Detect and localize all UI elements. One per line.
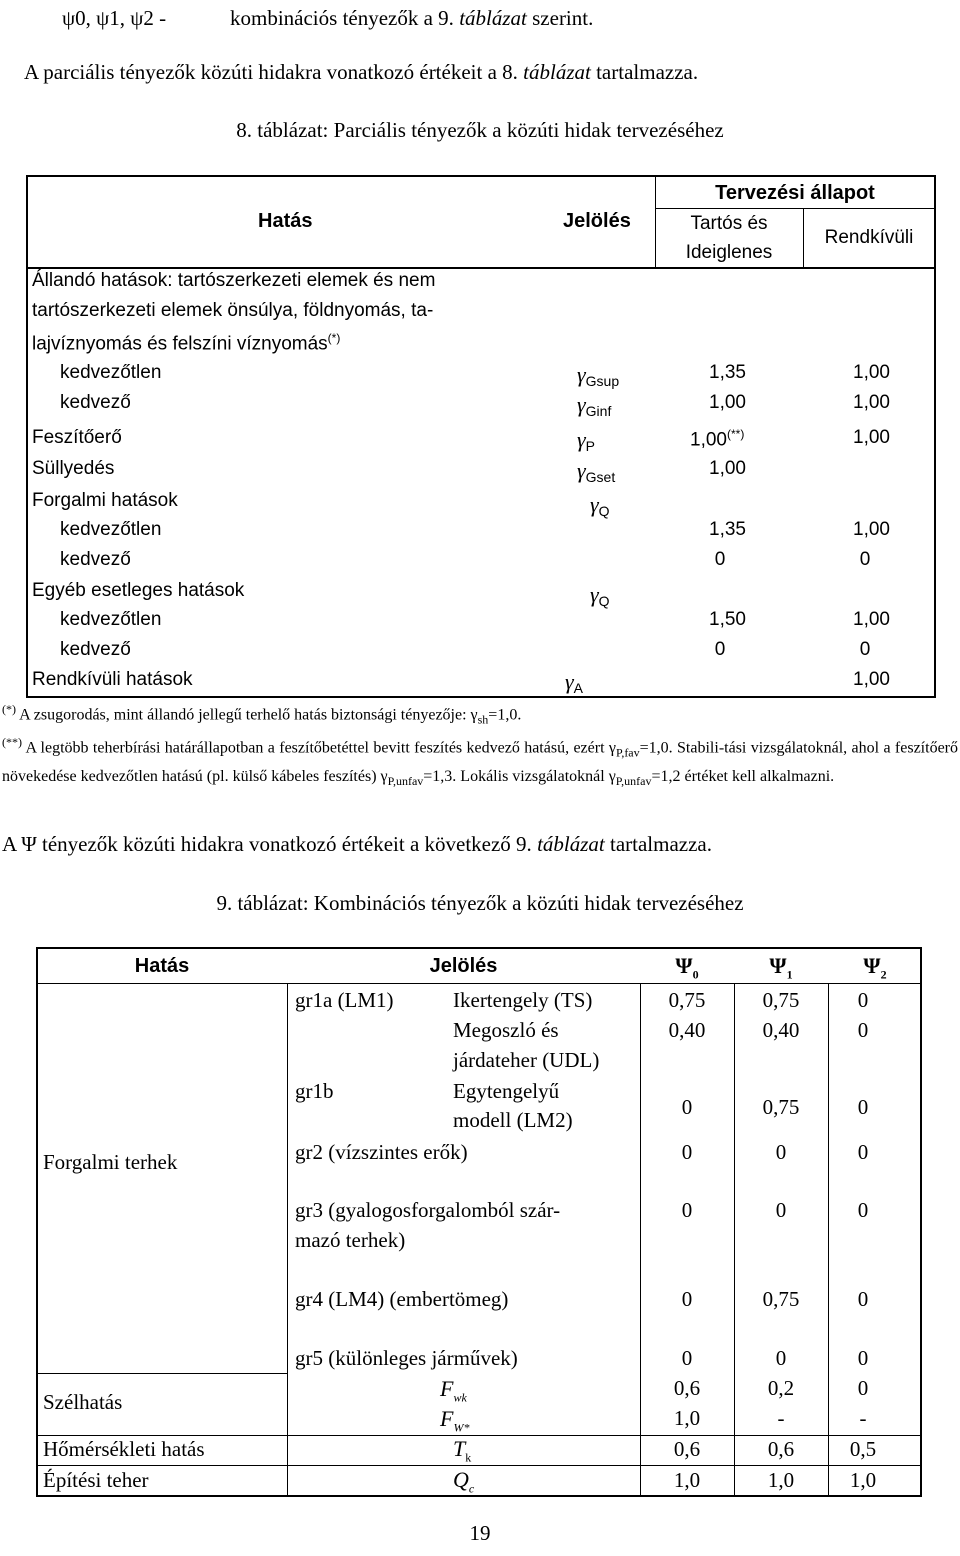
gr5-p1: 0 (775, 1346, 787, 1370)
table9-header-psi2-sym: Ψ (863, 953, 881, 978)
allando-sym2 (577, 392, 611, 419)
gr2-p2: 0 (857, 1140, 869, 1164)
epitesi-s (453, 1467, 474, 1496)
footnote-2-a: A legtöbb teherbírási határállapotban a feszítőbetéttel bevitt feszítés kedvező hatású, ezért γ (22, 739, 616, 757)
footnote-1-end: =1,0. (488, 706, 522, 724)
homer-label: Hőmérsékleti hatás (43, 1437, 205, 1461)
szel-s1-p1: 0,2 (767, 1376, 795, 1400)
egyeb-v2r: 0 (859, 639, 871, 660)
egyeb-sym-sub: Q (598, 593, 610, 610)
homer-s-sym: T (453, 1436, 466, 1461)
table9-header-psi1-sym: Ψ (769, 953, 787, 978)
gr4-p2: 0 (857, 1287, 869, 1311)
gr2-p0: 0 (681, 1140, 693, 1164)
intro-line2-before: A parciális tényezők közúti hidakra vonatkozó értékeit a 8. (24, 60, 524, 84)
table9-header-psi1-sub: 1 (786, 967, 793, 982)
allando-v2r: 1,00 (853, 392, 890, 413)
gr1b-p2: 0 (857, 1095, 869, 1119)
gr5-p0: 0 (681, 1346, 693, 1370)
szel-s2-sym: F (440, 1406, 454, 1431)
table9-header-psi2-sub: 2 (880, 967, 887, 982)
egyeb-sym-gamma: γ (590, 582, 599, 607)
allando-v1: 1,35 (709, 362, 746, 383)
szel-s1-p0: 0,6 (673, 1376, 701, 1400)
gr4-code: gr4 (LM4) (embertömeg) (295, 1287, 509, 1311)
table8-caption: 8. táblázat: Parciális tényezők a közúti hidak tervezéséhez (236, 118, 724, 142)
allando-sym2-sub: Ginf (585, 403, 612, 420)
gr3-p2: 0 (857, 1198, 869, 1222)
table9-divider-epitesi (37, 1465, 921, 1466)
forgalmi-v1: 1,35 (709, 519, 746, 540)
gr3-code2: mazó terhek) (295, 1228, 406, 1252)
footnote-1-sub: sh (477, 712, 489, 727)
footnote-1-mark: (*) (2, 702, 16, 716)
allando-kedvezotlen: kedvezőtlen (60, 362, 162, 383)
allando-sym1-gamma: γ (577, 362, 586, 387)
udl-p1: 0,40 (762, 1018, 800, 1042)
feszito-sym-sub: P (585, 438, 596, 455)
psi-paragraph (2, 832, 712, 857)
homer-s (453, 1436, 471, 1465)
table9-header-psi0-sym: Ψ (675, 953, 693, 978)
gr4-p1: 0,75 (762, 1287, 800, 1311)
feszito-vr: 1,00 (853, 427, 890, 448)
rendkivuli-vr: 1,00 (853, 669, 890, 690)
table9-divider-szel (37, 1373, 287, 1374)
epitesi-p0: 1,0 (673, 1468, 701, 1492)
szel-s2-p1: - (777, 1406, 785, 1430)
footnote-1 (2, 702, 521, 728)
udl-desc2: járdateher (UDL) (453, 1048, 600, 1072)
intro-line2-italic: táblázat (523, 60, 591, 84)
gr3-p0: 0 (681, 1198, 693, 1222)
sullyedes-sym-sub: Gset (585, 469, 616, 486)
table9-forgalmi-label: Forgalmi terhek (43, 1150, 178, 1174)
allando-line3-text: lajvíznyomás és felszíni víznyomás (32, 333, 328, 355)
table8-header-ideiglenes: Ideiglenes (685, 242, 773, 263)
rendkivuli-label: Rendkívüli hatások (32, 669, 193, 690)
forgalmi-v1r: 1,00 (853, 519, 890, 540)
forgalmi-sym-sub: Q (598, 503, 610, 520)
szel-s2-p2: - (859, 1406, 867, 1430)
footnote-2-sub3: P,unfav (615, 773, 652, 788)
gr2-p1: 0 (775, 1140, 787, 1164)
gr1b-desc2: modell (LM2) (453, 1108, 573, 1132)
footnote-2 (2, 730, 958, 793)
szel-label: Szélhatás (43, 1390, 123, 1414)
szel-s1-p2: 0 (857, 1376, 869, 1400)
table9-header-jeloles: Jelölés (429, 955, 498, 977)
szel-s1-sub: wk (453, 1390, 467, 1405)
table9-header-psi0-sub: 0 (692, 967, 699, 982)
egyeb-sym (590, 582, 610, 609)
gr4-p0: 0 (681, 1287, 693, 1311)
epitesi-p2: 1,0 (849, 1468, 877, 1492)
forgalmi-sym-gamma: γ (590, 492, 599, 517)
szel-s2-sub: W* (453, 1420, 470, 1435)
allando-kedvezo: kedvező (60, 392, 131, 413)
table9-header-hatas: Hatás (134, 955, 190, 977)
table8-tervezesi-underline (655, 208, 935, 209)
udl-p0: 0,40 (668, 1018, 706, 1042)
psi-paragraph-before: A Ψ tényezők közúti hidakra vonatkozó értékeit a következő 9. (2, 832, 538, 856)
epitesi-label: Építési teher (43, 1468, 149, 1492)
sullyedes-sym (577, 458, 615, 485)
psi-text-after: szerint. (526, 6, 594, 30)
gr5-code: gr5 (különleges járművek) (295, 1346, 518, 1370)
udl-desc: Megoszló és (453, 1018, 559, 1042)
footnote-2-sub2: P,unfav (387, 773, 424, 788)
table8-header-divider (27, 267, 935, 269)
table8-header-tervezesi: Tervezési állapot (715, 182, 875, 204)
feszito-sym (577, 427, 595, 454)
footnote-2-sub1: P,fav (615, 745, 640, 760)
forgalmi-label: Forgalmi hatások (32, 490, 178, 511)
szel-s1 (440, 1376, 467, 1405)
szel-s2-p0: 1,0 (673, 1406, 701, 1430)
gr1b-desc: Egytengelyű (453, 1079, 560, 1103)
szel-s1-sym: F (440, 1376, 454, 1401)
psi-text-italic: táblázat (459, 6, 527, 30)
feszito-label: Feszítőerő (32, 427, 122, 448)
sullyedes-label: Süllyedés (32, 458, 115, 479)
table8-header-rendkivuli: Rendkívüli (824, 227, 914, 248)
page-number: 19 (469, 1521, 491, 1545)
egyeb-label: Egyéb esetleges hatások (32, 580, 245, 601)
table9-caption: 9. táblázat: Kombinációs tényezők a közúti hidak tervezéséhez (216, 891, 744, 915)
epitesi-s-sub: c (468, 1481, 475, 1496)
intro-line2 (24, 60, 698, 85)
gr1a-code: gr1a (LM1) (295, 988, 394, 1012)
forgalmi-kedvezotlen: kedvezőtlen (60, 519, 162, 540)
epitesi-s-sym: Q (453, 1467, 469, 1492)
egyeb-v2: 0 (714, 639, 726, 660)
footnote-1-text: A zsugorodás, mint állandó jellegű terhelő hatás biztonsági tényezője: γ (16, 706, 478, 724)
rendkivuli-sym-sub: A (573, 680, 584, 697)
gr1b-p0: 0 (681, 1095, 693, 1119)
table8-header-hatas: Hatás (258, 210, 313, 232)
gr1a-p2: 0 (857, 988, 869, 1012)
table9-header-divider (37, 983, 921, 984)
gr1a-p0: 0,75 (668, 988, 706, 1012)
sullyedes-v: 1,00 (709, 458, 746, 479)
sullyedes-sym-gamma: γ (577, 458, 586, 483)
table9-header-psi2 (828, 953, 922, 982)
allando-v2: 1,00 (709, 392, 746, 413)
forgalmi-sym (590, 492, 610, 519)
allando-sym1-sub: Gsup (585, 373, 620, 390)
gr1b-code: gr1b (295, 1079, 334, 1103)
homer-p2: 0,5 (849, 1437, 877, 1461)
footnote-2-c: =1,3. Lokális vizsgálatoknál γ (423, 767, 616, 785)
feszito-sym-gamma: γ (577, 427, 586, 452)
feszito-v-sup: (**) (726, 427, 745, 441)
forgalmi-v2r: 0 (859, 549, 871, 570)
homer-p1: 0,6 (767, 1437, 795, 1461)
allando-sym2-gamma: γ (577, 392, 586, 417)
allando-sym1 (577, 362, 619, 389)
gr3-p1: 0 (775, 1198, 787, 1222)
table9-vdivider-1 (287, 983, 288, 1496)
gr1a-p1: 0,75 (762, 988, 800, 1012)
szel-s2 (440, 1406, 469, 1435)
rendkivuli-sym (565, 669, 583, 696)
allando-line1: Állandó hatások: tartószerkezeti elemek és nem (32, 270, 436, 291)
egyeb-v1r: 1,00 (853, 609, 890, 630)
psi-text-before: kombinációs tényezők a 9. (230, 6, 460, 30)
egyeb-v1: 1,50 (709, 609, 746, 630)
gr2-code: gr2 (vízszintes erők) (295, 1140, 468, 1164)
rendkivuli-sym-gamma: γ (565, 669, 574, 694)
psi-text (230, 6, 593, 31)
allando-line2: tartószerkezeti elemek önsúlya, földnyomás, ta- (32, 300, 434, 321)
feszito-v-text: 1,00 (690, 429, 727, 451)
forgalmi-kedvezo: kedvező (60, 549, 131, 570)
udl-p2: 0 (857, 1018, 869, 1042)
gr3-code: gr3 (gyalogosforgalomból szár- (295, 1198, 561, 1222)
footnote-2-b: =1,0. Stabili-tási vizsgálatoknál, ahol a feszítőerő növekedése kedvezőtlen hatású (pl. külső kábeles feszítés) γ (2, 739, 958, 785)
allando-v1r: 1,00 (853, 362, 890, 383)
egyeb-kedvezotlen: kedvezőtlen (60, 609, 162, 630)
egyeb-kedvezo: kedvező (60, 639, 131, 660)
table9-header-psi0 (640, 953, 734, 982)
allando-line3-sup: (*) (327, 331, 341, 345)
feszito-v (690, 427, 744, 451)
table9-divider-homer (37, 1435, 921, 1436)
psi-paragraph-after: tartalmazza. (604, 832, 713, 856)
gr5-p2: 0 (857, 1346, 869, 1370)
gr1b-p1: 0,75 (762, 1095, 800, 1119)
footnote-2-d: =1,2 értéket kell alkalmazni. (651, 767, 835, 785)
psi-symbols: ψ0, ψ1, ψ2 - (62, 6, 167, 30)
table8-header-jeloles: Jelölés (563, 210, 631, 232)
footnote-2-mark: (**) (2, 735, 22, 749)
gr1a-desc: Ikertengely (TS) (453, 988, 593, 1012)
allando-line3 (32, 331, 340, 355)
epitesi-p1: 1,0 (767, 1468, 795, 1492)
table9-header-psi1 (734, 953, 828, 982)
intro-line2-after: tartalmazza. (590, 60, 699, 84)
table8-header-tartos: Tartós és (690, 213, 768, 234)
psi-paragraph-italic: táblázat (537, 832, 605, 856)
forgalmi-v2: 0 (714, 549, 726, 570)
homer-p0: 0,6 (673, 1437, 701, 1461)
homer-s-sub: k (465, 1450, 472, 1465)
